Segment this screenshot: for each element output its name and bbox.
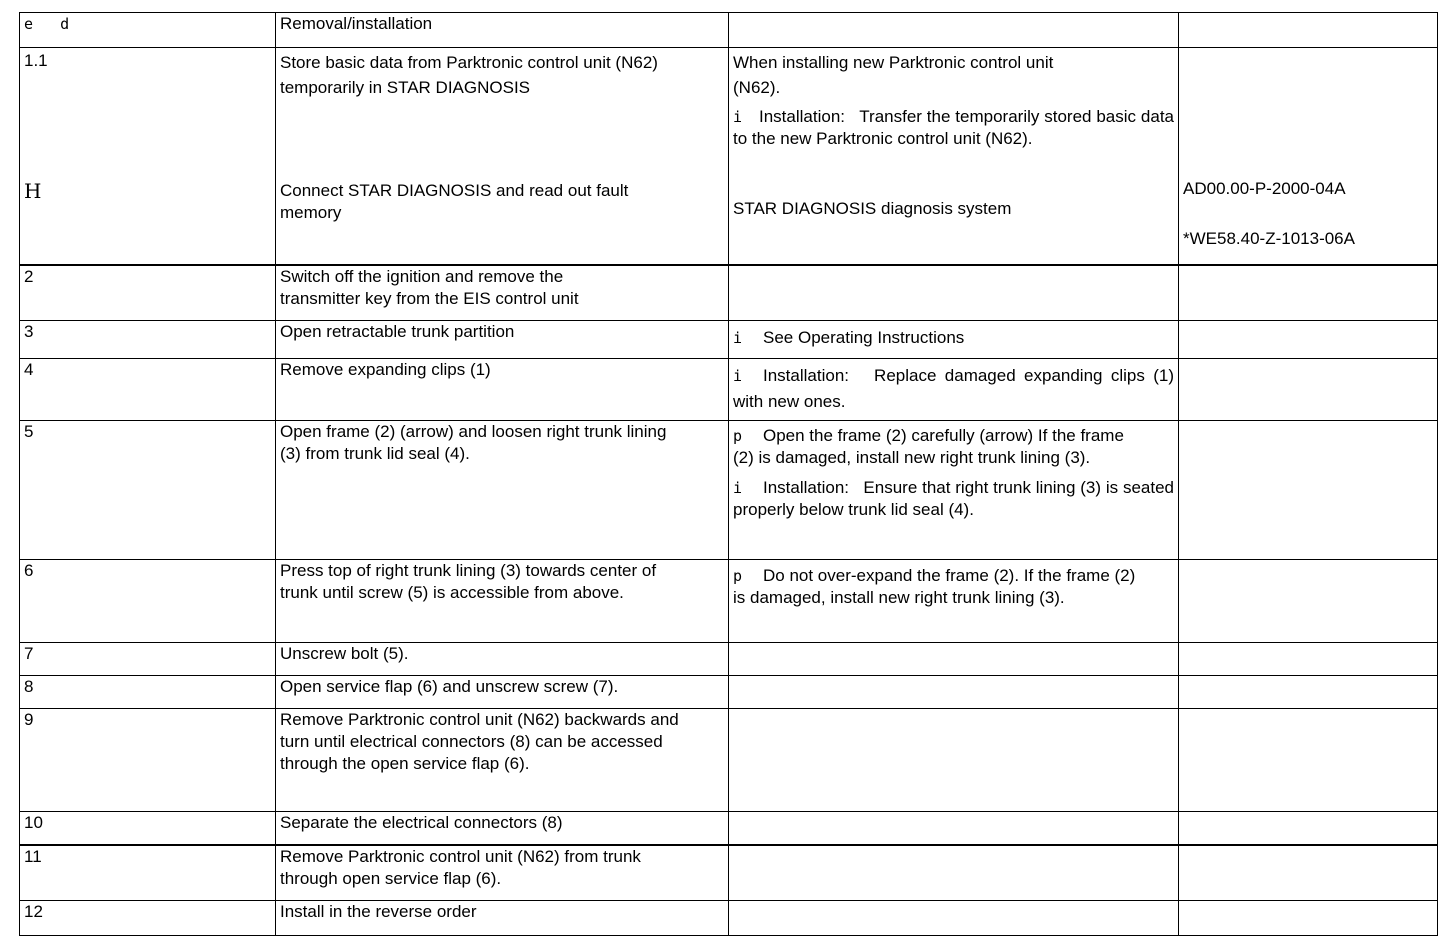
table-row [20,812,1438,845]
table-header-row [20,13,1438,48]
step-cell: 5 [20,421,276,560]
action-cell: Remove Parktronic control unit (N62) from trunk through open service flap (6). [276,845,729,901]
note-cell [729,643,1179,676]
table-row [20,845,1438,901]
ref-cell [1179,812,1438,845]
step-number: 1.1 [24,51,48,70]
step-cell: 4 [20,359,276,421]
step-cell: 2 [20,265,276,321]
step-cell: 9 [20,709,276,812]
action-cell: Switch off the ignition and remove the transmitter key from the EIS control unit [276,265,729,321]
info-icon: i [733,329,743,347]
table-row [20,359,1438,421]
h-reference: AD00.00-P-2000-04A [1183,179,1346,198]
action-cell: Install in the reverse order [276,901,729,936]
note-cell [729,709,1179,812]
ref-cell [1179,560,1438,643]
table-row [20,421,1438,560]
action-cell: Open service flap (6) and unscrew screw (7). [276,676,729,709]
action-cell: Unscrew bolt (5). [276,643,729,676]
h-action: Connect STAR DIAGNOSIS and read out fault memory [280,181,629,222]
h-symbol: H [24,179,42,203]
table-row [20,321,1438,359]
table-row [20,709,1438,812]
action-cell [276,48,729,265]
action-cell: Open retractable trunk partition [276,321,729,359]
table-row [20,643,1438,676]
tool-reference: *WE58.40-Z-1013-06A [1183,229,1355,248]
header-step-cell [20,13,276,48]
step-cell: 10 [20,812,276,845]
note-cell [729,321,1179,359]
step-cell [20,48,276,265]
ref-cell [1179,901,1438,936]
table-row [20,676,1438,709]
step-cell: 11 [20,845,276,901]
step-note: Open the frame (2) carefully (arrow) If the frame (2) is damaged, install new right trunk lining (3). [733,426,1124,467]
step-note: When installing new Parktronic control unit (N62). [733,53,1054,97]
warning-icon: p [733,427,743,445]
step-cell: 7 [20,643,276,676]
table-row [20,560,1438,643]
ref-cell [1179,845,1438,901]
note-cell [729,845,1179,901]
header-note-cell [729,13,1179,48]
note-cell [729,812,1179,845]
note-cell [729,560,1179,643]
step-note-installation: Installation: Ensure that right trunk lining (3) is seated properly below trunk lid seal (4). [733,478,1179,519]
note-cell [729,676,1179,709]
ref-cell [1179,359,1438,421]
note-cell [729,48,1179,265]
step-note: Installation: Replace damaged expanding clips (1) with new ones. [733,366,1179,411]
step-note: See Operating Instructions [763,328,965,347]
ref-cell [1179,709,1438,812]
ref-cell [1179,48,1438,265]
table-row [20,48,1438,265]
step-cell: 6 [20,560,276,643]
tool-note: STAR DIAGNOSIS diagnosis system [733,199,1012,218]
step-cell: 8 [20,676,276,709]
table-row [20,265,1438,321]
header-action-cell [276,13,729,48]
header-col1: e d [24,15,70,33]
info-icon: i [733,108,743,126]
step-action: Store basic data from Parktronic control unit (N62) temporarily in STAR DIAGNOSIS [280,53,658,97]
note-cell [729,421,1179,560]
action-cell: Open frame (2) (arrow) and loosen right trunk lining (3) from trunk lid seal (4). [276,421,729,560]
step-note: Do not over-expand the frame (2). If the frame (2) is damaged, install new right trunk lining (3). [733,566,1136,607]
ref-cell [1179,643,1438,676]
procedure-table [19,12,1438,936]
step-cell: 12 [20,901,276,936]
action-cell: Separate the electrical connectors (8) [276,812,729,845]
ref-cell [1179,321,1438,359]
table-row [20,901,1438,936]
note-cell [729,901,1179,936]
warning-icon: p [733,567,743,585]
step-cell: 3 [20,321,276,359]
action-cell: Remove Parktronic control unit (N62) backwards and turn until electrical connectors (8) can be accessed through the open service flap (6). [276,709,729,812]
note-cell [729,359,1179,421]
action-cell: Press top of right trunk lining (3) towards center of trunk until screw (5) is accessible from above. [276,560,729,643]
ref-cell [1179,421,1438,560]
ref-cell [1179,676,1438,709]
header-col2: Removal/installation [280,14,433,33]
note-cell [729,265,1179,321]
ref-cell [1179,265,1438,321]
header-ref-cell [1179,13,1438,48]
action-cell: Remove expanding clips (1) [276,359,729,421]
info-icon: i [733,479,743,497]
step-note-installation: Installation: Transfer the temporarily stored basic data to the new Parktronic control unit (N62). [733,107,1179,148]
info-icon: i [733,367,743,385]
